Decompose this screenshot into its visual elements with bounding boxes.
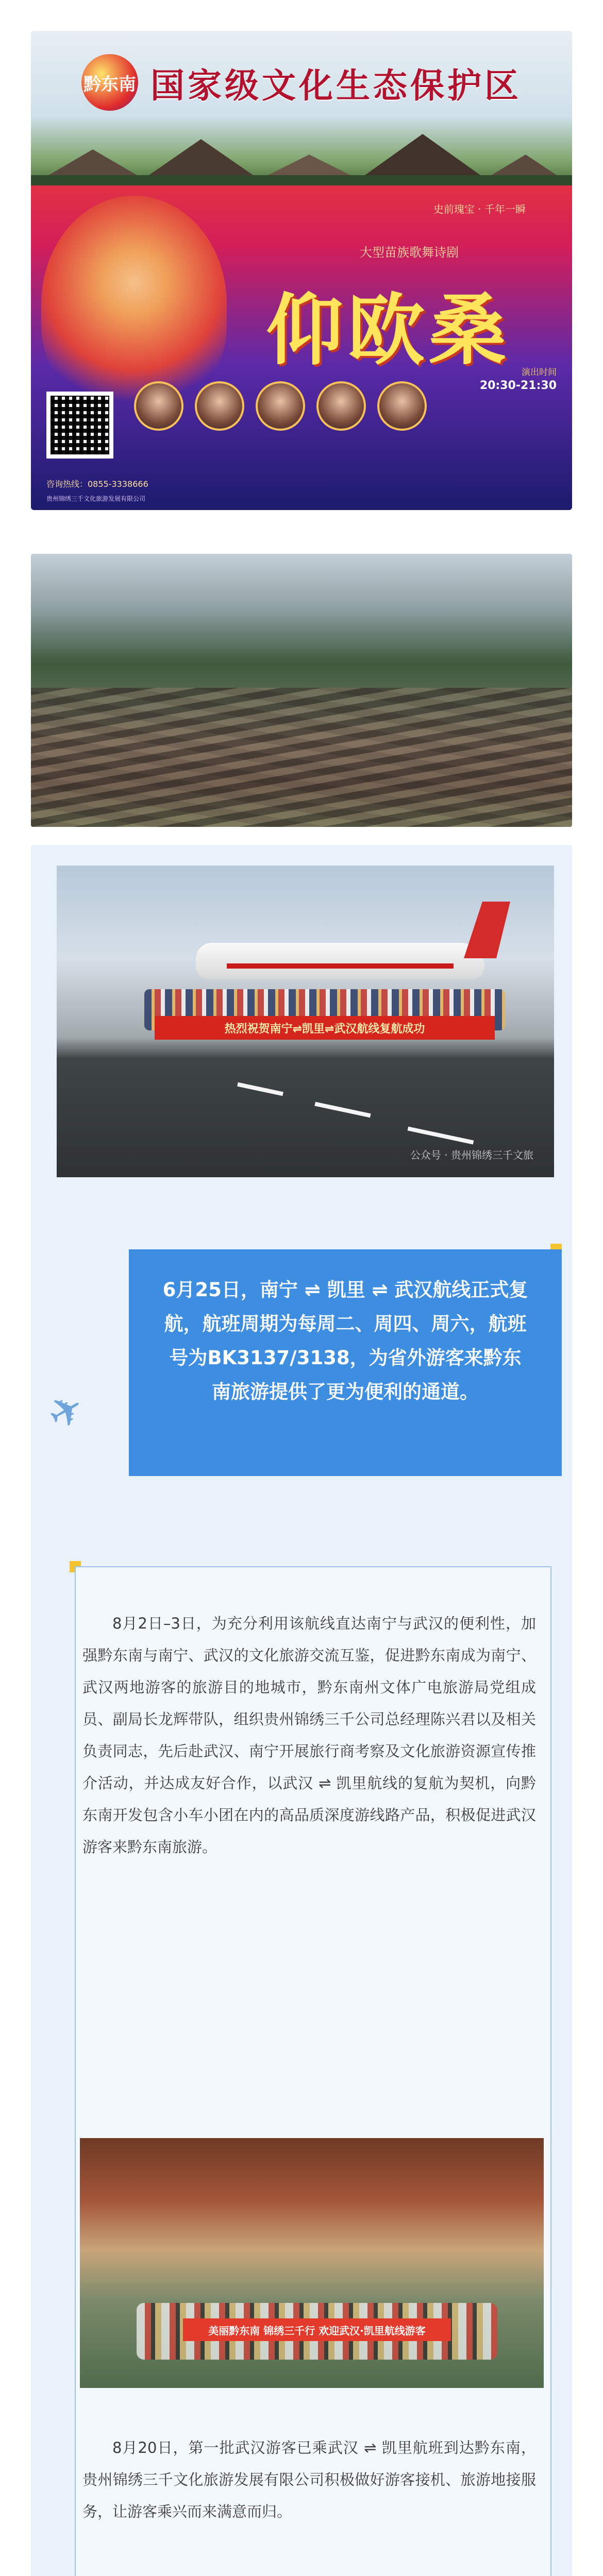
show-schedule: [480, 366, 557, 393]
region-logo: 黔东南: [81, 54, 138, 111]
village-roofs: [31, 688, 572, 827]
tourist-group-photo: [80, 2138, 544, 2388]
show-subtitle: 史前瑰宝 · 千年一瞬: [433, 203, 526, 215]
cast-portrait: [195, 381, 244, 431]
runway-marking: [237, 1082, 283, 1096]
banner-footer: 贵州锦绣三千文化旅游发展有限公司: [46, 495, 146, 502]
cast-portrait: [256, 381, 305, 431]
village-photo: [31, 554, 572, 827]
promo-banner[interactable]: [31, 31, 572, 510]
show-title: 仰欧桑: [265, 285, 510, 376]
schedule-time: 20:30-21:30: [479, 379, 557, 392]
runway-marking: [314, 1102, 371, 1118]
contact-line: 咨询热线：0855-3338666: [46, 479, 148, 489]
banner-header: [52, 52, 551, 113]
paragraph: 8月20日，第一批武汉游客已乘武汉 ⇌ 凯里航班到达黔东南，贵州锦绣三千文化旅游发展有限公司积极做好游客接机、旅游地接服务，让游客乘兴而来满意而归。: [82, 2439, 536, 2520]
runway-marking: [408, 1127, 474, 1145]
show-poster: [31, 185, 572, 510]
group-banner: 美丽黔东南 锦绣三千行 欢迎武汉·凯里航线游客: [183, 2318, 451, 2341]
paragraph: 8月2日–3日，为充分利用该航线直达南宁与武汉的便利性，加强黔东南与南宁、武汉的文化旅游交流互鉴，促进黔东南成为南宁、武汉两地游客的旅游目的地城市，黔东南州文体广电旅游局党组成员、副局长龙辉带队，组织贵州锦绣三千公司总经理陈兴君以及相关负责同志，先后赴武汉、南宁开展旅行商考察及文化旅游资源宣传推介活动，并达成友好合作，以武汉 ⇌ 凯里航线的复航为契机，向黔东南开发包含小车小团在内的高品质深度游线路产品，积极促进武汉游客来黔东南旅游。: [82, 1615, 536, 1856]
cast-portrait: [316, 381, 366, 431]
welcome-banner: 热烈祝贺南宁⇌凯里⇌武汉航线复航成功: [155, 1016, 495, 1040]
qr-code[interactable]: [46, 392, 113, 459]
highlight-text: 6月25日，南宁 ⇌ 凯里 ⇌ 武汉航线正式复航，航班周期为每周二、周四、周六，航班号为BK3137/3138，为省外游客来黔东南旅游提供了更为便利的通道。: [162, 1279, 528, 1403]
cast-portrait: [377, 381, 427, 431]
airport-photo: [57, 866, 554, 1177]
highlight-box: [129, 1249, 562, 1476]
photo-watermark: 公众号 · 贵州锦绣三千文旅: [410, 1149, 533, 1161]
dancer-illustration: [41, 196, 227, 412]
cast-portraits: [134, 381, 427, 431]
banner-title: 国家级文化生态保护区: [150, 65, 522, 106]
banner-landscape: [31, 31, 572, 185]
cast-portrait: [134, 381, 183, 431]
airplane-stripe: [227, 963, 454, 969]
stilt-houses-illustration: [31, 118, 572, 185]
airplane-icon: ✈: [39, 1382, 93, 1441]
schedule-label: 演出时间: [522, 367, 557, 378]
show-tagline: 大型苗族歌舞诗剧: [360, 245, 459, 260]
airplane: [196, 943, 484, 979]
airplane-tail: [464, 902, 510, 958]
